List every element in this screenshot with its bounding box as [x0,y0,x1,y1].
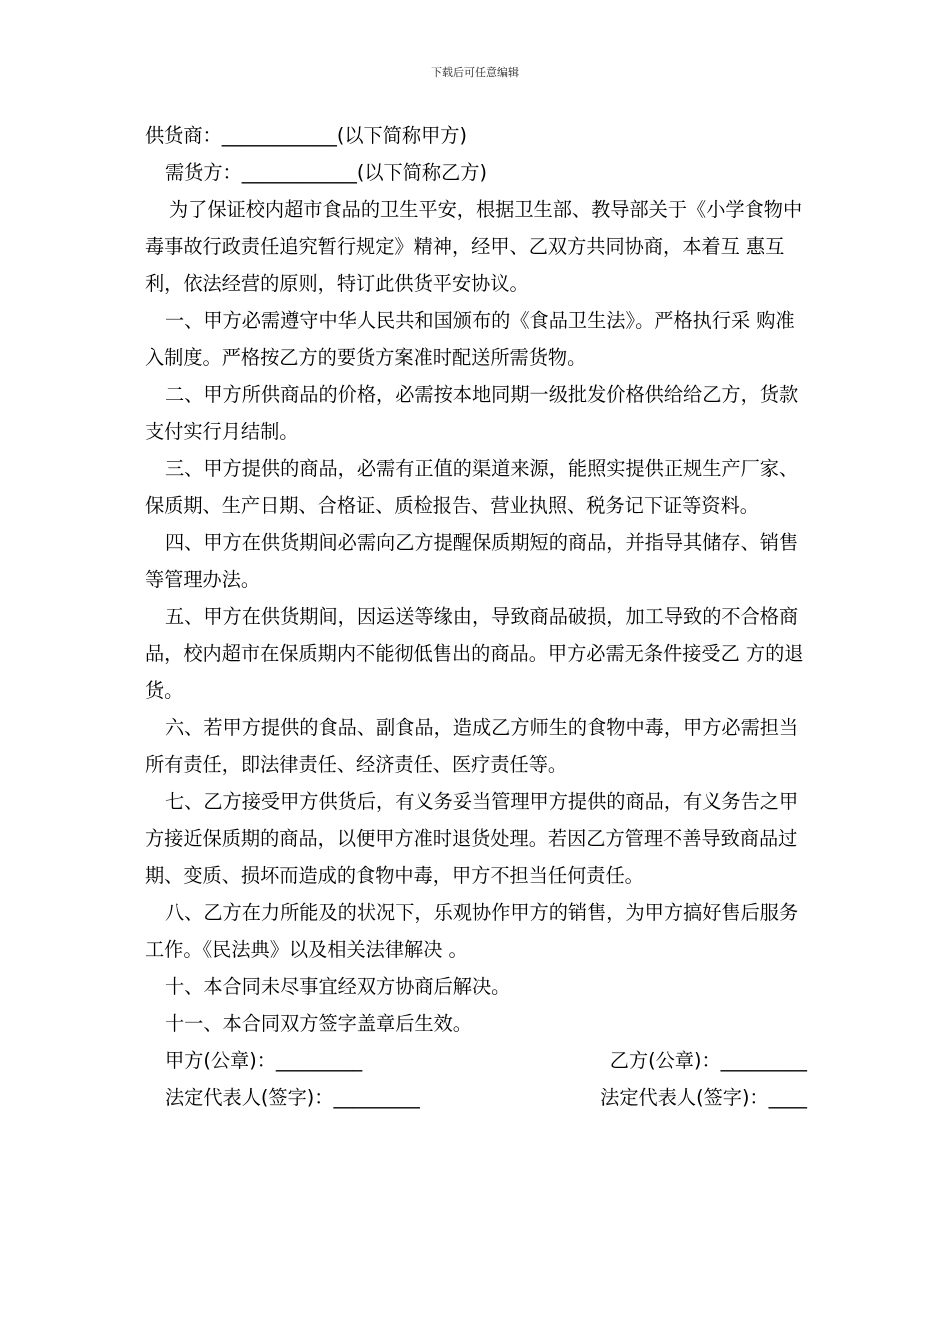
party-b-representative: 法定代表人(签字)：____ [600,1086,807,1109]
preamble: 为了保证校内超市食品的卫生平安，根据卫生部、教导部关于《小学食物中毒事故行政责任追究暂行规定》精神，经甲、乙双方共同协商，本着互 惠互利，依法经营的原则，特订此供货平安协议。 [145,198,803,295]
representative-row [145,1079,807,1116]
clause-7: 七、乙方接受甲方供货后，有义务妥当管理甲方提供的商品，有义务告之甲方接近保质期的商品，以便甲方准时退货处理。若因乙方管理不善导致商品过期、变质、损坏而造成的食物中毒，甲方不担当任何责任。 [145,790,799,887]
party-b-seal: 乙方(公章)：_________ [609,1049,807,1072]
clause-5: 五、甲方在供货期间，因运送等缘由，导致商品破损，加工导致的不合格商品，校内超市在保质期内不能彻低售出的商品。甲方必需无条件接受乙 方的退货。 [145,605,804,702]
clause-1: 一、甲方必需遵守中华人民共和国颁布的《食品卫生法》。严格执行采 购准入制度。严格按乙方的要货方案准时配送所需货物。 [145,309,795,369]
clause-6: 六、若甲方提供的食品、副食品，造成乙方师生的食物中毒，甲方必需担当所有责任，即法律责任、经济责任、医疗责任等。 [145,716,799,776]
seal-row [145,1042,807,1079]
clause-8: 八、乙方在力所能及的状况下，乐观协作甲方的销售，为甲方搞好售后服务工作。《民法典》以及相关法律解决 。 [145,901,799,961]
page-header: 下载后可任意编辑 [431,66,519,79]
contract-body [145,117,807,1116]
party-a-representative: 法定代表人(签字)：_________ [165,1086,420,1109]
supplier-line: 供货商：____________(以下简称甲方) [145,124,467,147]
clause-10: 十、本合同未尽事宜经双方协商后解决。 [165,975,511,998]
clause-2: 二、甲方所供商品的价格，必需按本地同期一级批发价格供给给乙方，货款支付实行月结制。 [145,383,799,443]
clause-4: 四、甲方在供货期间必需向乙方提醒保质期短的商品，并指导其储存、销售等管理办法。 [145,531,799,591]
buyer-line: 需货方：____________(以下简称乙方) [165,161,487,184]
clause-3: 三、甲方提供的商品，必需有正值的渠道来源，能照实提供正规生产厂家、保质期、生产日期、合格证、质检报告、营业执照、税务记下证等资料。 [145,457,799,517]
party-a-seal: 甲方(公章)：_________ [165,1049,363,1072]
clause-11: 十一、本合同双方签字盖章后生效。 [165,1012,472,1035]
